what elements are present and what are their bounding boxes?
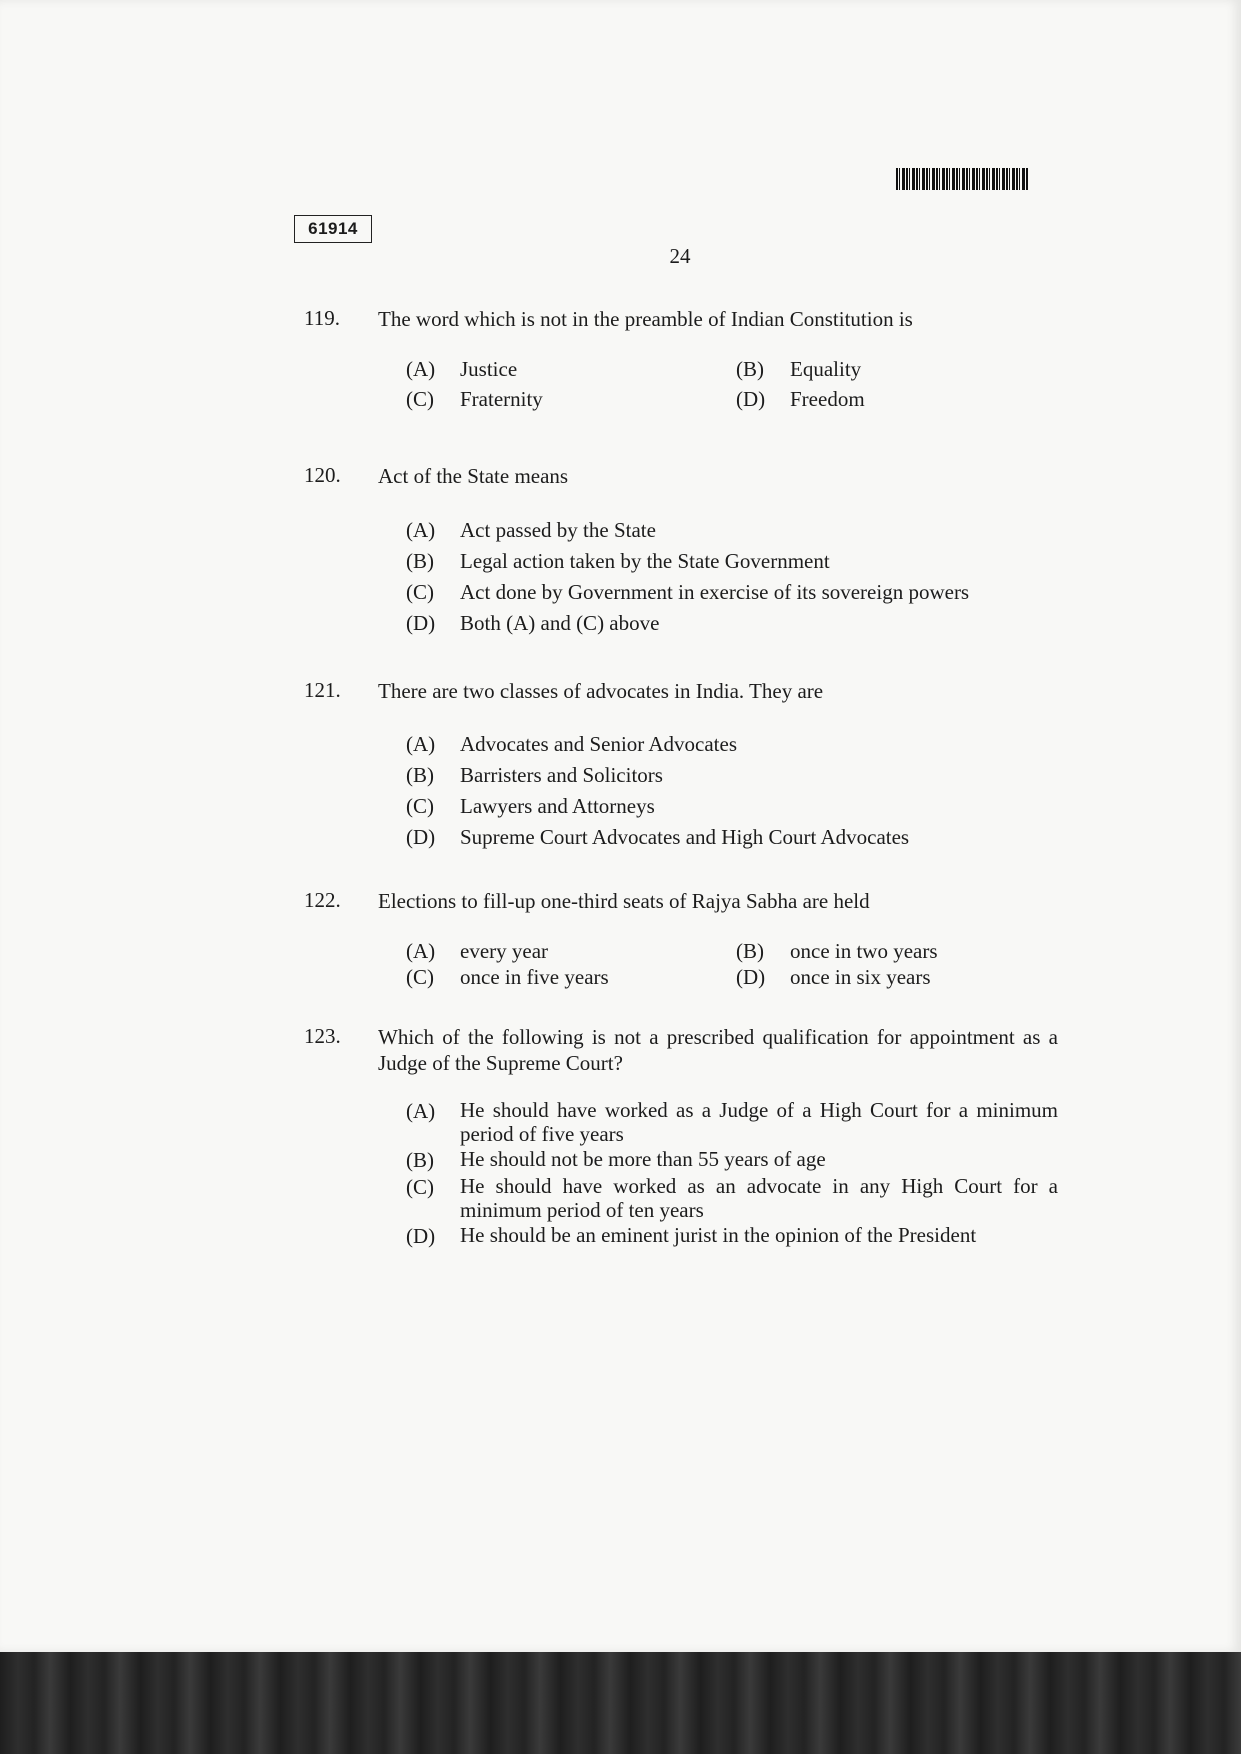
option-letter: (D) [736,387,766,411]
option-letter: (C) [406,965,434,989]
question-number: 123. [304,1024,341,1048]
option-letter: (D) [406,1224,436,1248]
option-text: He should have worked as a Judge of a High Court for a minimum period of five years [460,1098,1058,1146]
option-text: Act done by Government in exercise of its sovereign powers [460,580,970,604]
option-d [406,824,1058,850]
option-text: Supreme Court Advocates and High Court Advocates [460,825,910,849]
option-d [736,386,1036,412]
option-letter: (C) [406,794,434,818]
option-c [406,964,736,990]
option-text: Freedom [790,387,865,411]
option-text: He should have worked as an advocate in any High Court for a minimum period of ten years [460,1174,1058,1222]
option-a [406,731,1058,757]
option-letter: (A) [406,1099,436,1123]
page-number: 24 [669,244,691,268]
option-a [406,1098,1058,1146]
option-text: every year [460,939,549,963]
question-number: 119. [304,306,340,330]
option-a [406,938,736,964]
option-d [406,1223,1058,1249]
option-a [406,517,1058,543]
option-b [406,762,1058,788]
option-text: Legal action taken by the State Government [460,549,830,573]
question-122 [304,888,1058,990]
option-b [406,1147,1058,1173]
option-c [406,386,736,412]
option-b [736,356,1036,382]
options-grid [406,938,1058,990]
options-list [406,731,1058,850]
option-text: Justice [460,357,518,381]
option-text: once in two years [790,939,938,963]
question-text: Act of the State means [378,464,569,488]
question-text: Which of the following is not a prescribed qualification for appointment as a Judge of the Supreme Court? [378,1025,1058,1075]
option-b [406,548,1058,574]
option-letter: (A) [406,732,436,756]
option-letter: (D) [736,965,766,989]
option-text: Lawyers and Attorneys [460,794,655,818]
option-letter: (D) [406,825,436,849]
option-text: once in five years [460,965,609,989]
option-text: Equality [790,357,862,381]
option-letter: (B) [406,763,434,787]
option-letter: (C) [406,1175,434,1199]
option-text: He should not be more than 55 years of age [460,1147,826,1171]
option-c [406,793,1058,819]
question-123 [304,1024,1058,1250]
option-letter: (B) [406,1148,434,1172]
paper-code: 61914 [294,215,372,243]
option-letter: (C) [406,580,434,604]
option-letter: (B) [736,357,764,381]
question-120 [304,463,1058,641]
options-list [406,517,1058,636]
scanner-background [0,1652,1241,1754]
option-text: once in six years [790,965,931,989]
option-letter: (A) [406,939,436,963]
question-text: Elections to fill-up one-third seats of Rajya Sabha are held [378,889,870,913]
options-list [406,1098,1058,1249]
option-text: Fraternity [460,387,543,411]
option-d [736,964,1036,990]
option-letter: (A) [406,518,436,542]
option-letter: (A) [406,357,436,381]
option-letter: (C) [406,387,434,411]
option-b [736,938,1036,964]
question-text: The word which is not in the preamble of Indian Constitution is [378,307,913,331]
question-number: 120. [304,463,341,487]
option-letter: (B) [406,549,434,573]
question-text: There are two classes of advocates in India. They are [378,679,824,703]
option-text: Advocates and Senior Advocates [460,732,738,756]
question-121 [304,678,1058,855]
question-119 [304,306,1058,412]
option-text: Barristers and Solicitors [460,763,663,787]
option-c [406,579,1058,605]
option-text: Both (A) and (C) above [460,611,660,635]
option-d [406,610,1058,636]
barcode-image [896,168,1028,190]
option-letter: (B) [736,939,764,963]
question-number: 122. [304,888,341,912]
option-text: Act passed by the State [460,518,656,542]
option-c [406,1174,1058,1222]
option-a [406,356,736,382]
option-letter: (D) [406,611,436,635]
options-grid [406,356,1058,412]
question-number: 121. [304,678,341,702]
option-text: He should be an eminent jurist in the opinion of the President [460,1223,977,1247]
